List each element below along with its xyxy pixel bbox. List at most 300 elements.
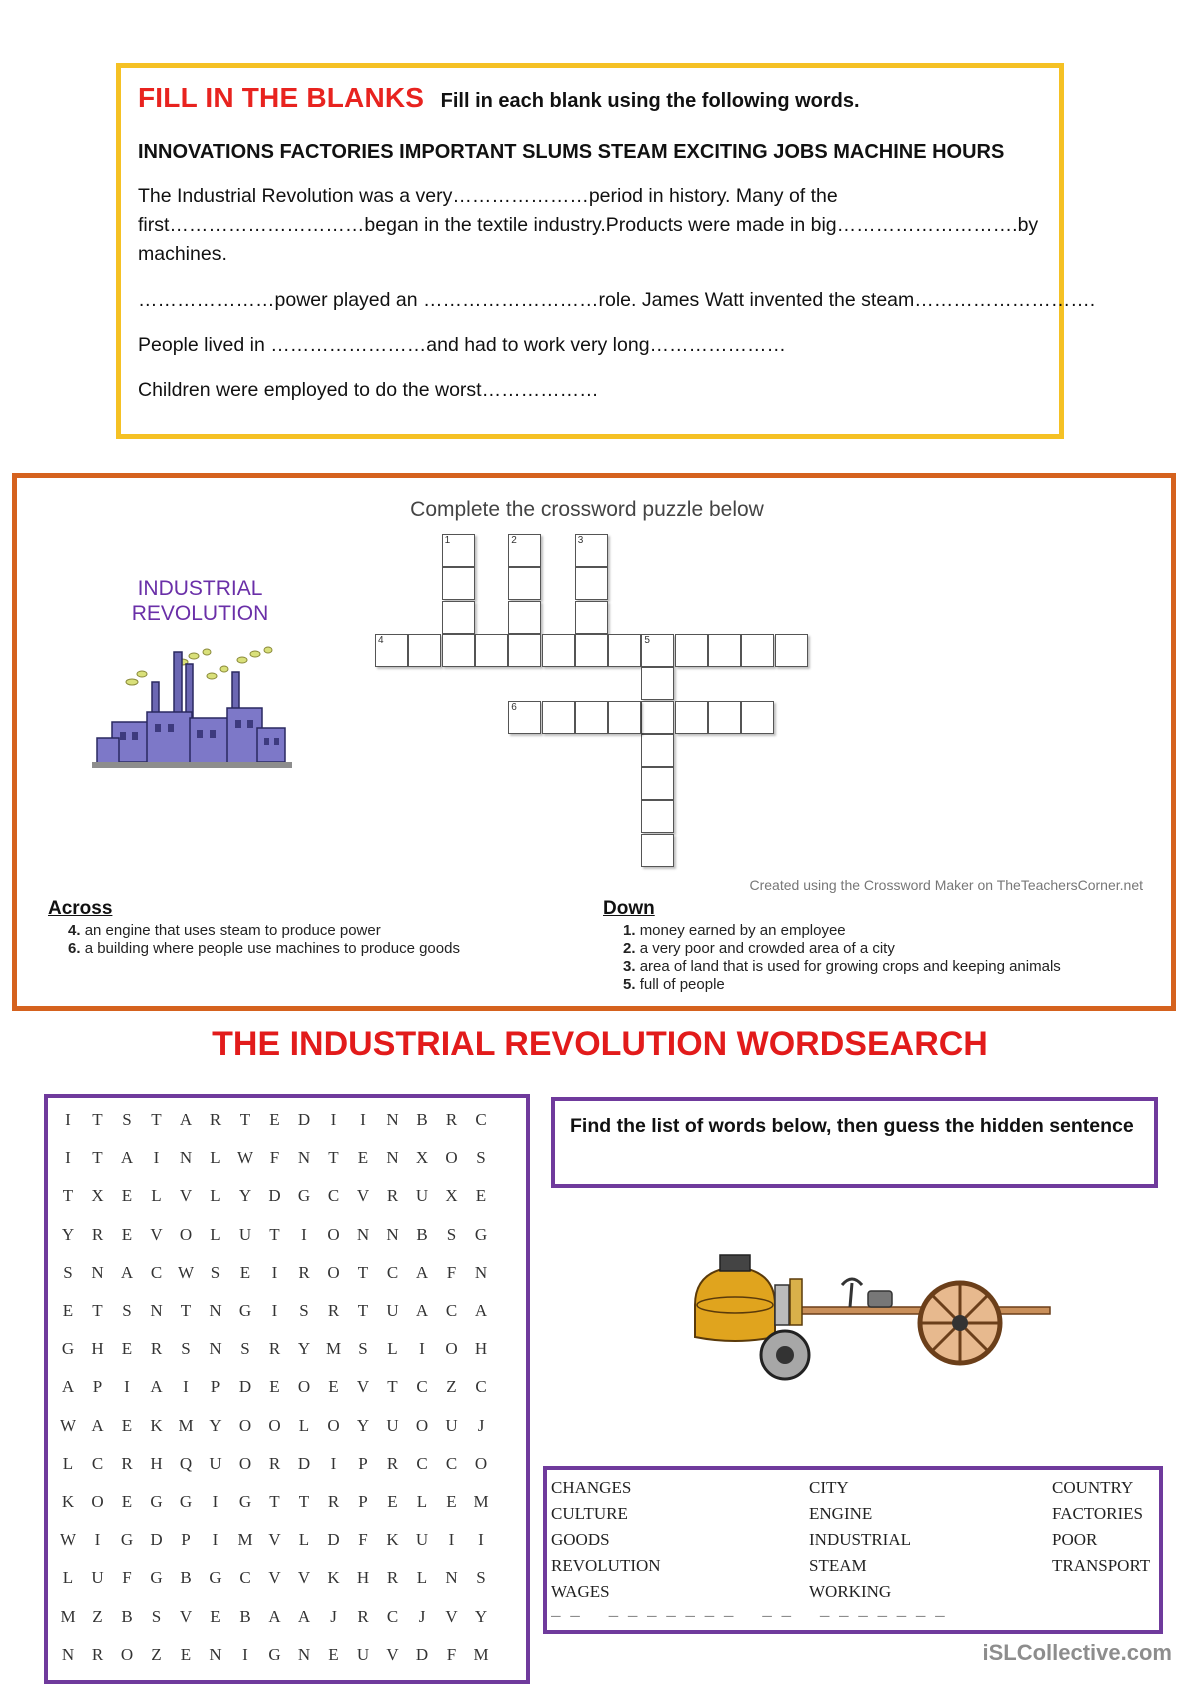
word-list-item: FACTORIES xyxy=(1052,1504,1144,1523)
crossword-cell[interactable] xyxy=(542,634,575,667)
wordsearch-letter[interactable]: O xyxy=(268,1415,281,1435)
crossword-cell[interactable] xyxy=(575,634,608,667)
wordsearch-letter[interactable]: N xyxy=(445,1568,458,1588)
wordsearch-letter[interactable]: T xyxy=(357,1262,369,1282)
wordsearch-letter[interactable]: K xyxy=(327,1568,340,1588)
wordsearch-letter[interactable]: H xyxy=(474,1339,488,1359)
wordsearch-letter[interactable]: C xyxy=(386,1606,399,1626)
wordsearch-letter[interactable]: T xyxy=(151,1110,162,1129)
wordsearch-letter[interactable]: V xyxy=(268,1530,281,1550)
wordsearch-letter[interactable]: K xyxy=(150,1415,163,1435)
wordsearch-grid xyxy=(44,1094,530,1684)
wordsearch-letter[interactable]: B xyxy=(180,1568,192,1588)
cell-number: 3 xyxy=(577,535,584,546)
wordsearch-letter[interactable]: B xyxy=(416,1224,428,1244)
wordsearch-letter[interactable]: S xyxy=(476,1568,486,1588)
wordsearch-letter[interactable]: R xyxy=(327,1492,340,1511)
wordsearch-letter[interactable]: A xyxy=(474,1301,488,1320)
wordsearch-letter[interactable]: R xyxy=(357,1606,369,1626)
wordsearch-letter[interactable]: V xyxy=(386,1644,399,1664)
wordsearch-letter[interactable]: N xyxy=(61,1644,75,1664)
wordsearch-letter[interactable]: O xyxy=(415,1415,429,1435)
wordsearch-letter[interactable]: C xyxy=(416,1453,428,1473)
wordsearch-letter[interactable]: Y xyxy=(209,1415,222,1435)
wordsearch-letter[interactable]: N xyxy=(209,1644,222,1664)
wordsearch-letter[interactable]: D xyxy=(150,1530,163,1550)
wordsearch-letter[interactable]: C xyxy=(386,1262,399,1282)
cell-number: 2 xyxy=(511,535,517,546)
crossword-cell[interactable] xyxy=(741,634,774,667)
wordsearch-letter[interactable]: L xyxy=(210,1186,221,1206)
wordsearch-letter[interactable]: R xyxy=(386,1453,399,1473)
wordsearch-letter[interactable]: T xyxy=(269,1492,280,1511)
wordsearch-letter[interactable]: O xyxy=(327,1415,340,1435)
word-list-item: CHANGES xyxy=(551,1478,632,1497)
wordsearch-letter[interactable]: G xyxy=(474,1224,488,1244)
wordsearch-letter[interactable]: G xyxy=(238,1492,252,1511)
wordsearch-letter[interactable]: G xyxy=(120,1530,134,1550)
wordsearch-letter[interactable]: N xyxy=(297,1148,311,1168)
wordsearch-letter[interactable]: R xyxy=(209,1110,222,1129)
clue-text: an engine that uses steam to produce power xyxy=(84,922,381,939)
wordsearch-letter[interactable]: A xyxy=(91,1415,104,1435)
wordsearch-letter[interactable]: L xyxy=(62,1453,74,1473)
wordsearch-letter[interactable]: F xyxy=(122,1568,132,1588)
wordsearch-letter[interactable]: W xyxy=(59,1415,77,1435)
fill-title-row xyxy=(138,82,860,114)
wordsearch-letter[interactable]: M xyxy=(60,1606,76,1626)
crossword-cell[interactable] xyxy=(641,701,674,734)
wordsearch-letter[interactable]: E xyxy=(62,1301,74,1320)
wordsearch-letter[interactable]: G xyxy=(297,1186,311,1206)
cell-number: 6 xyxy=(511,701,517,713)
wordsearch-letter[interactable]: Y xyxy=(61,1224,75,1244)
wordsearch-letter[interactable]: E xyxy=(239,1262,251,1282)
wordsearch-letter[interactable]: Z xyxy=(151,1644,162,1664)
wordsearch-letter[interactable]: W xyxy=(236,1148,254,1168)
wordsearch-letter[interactable]: E xyxy=(121,1186,133,1206)
hidden-sentence-blanks: _ _ _ _ _ _ _ _ _ _ _ _ _ _ _ _ _ _ xyxy=(551,1602,945,1620)
crossword-cell[interactable] xyxy=(641,834,674,867)
wordsearch-letter[interactable]: U xyxy=(238,1224,252,1244)
wordsearch-letter[interactable]: C xyxy=(475,1110,487,1129)
wordsearch-letter[interactable]: I xyxy=(448,1530,455,1550)
wordsearch-letter[interactable]: M xyxy=(237,1530,253,1550)
wordsearch-letter[interactable]: Y xyxy=(474,1606,488,1626)
wordsearch-letter[interactable]: Z xyxy=(446,1377,457,1397)
steam-carriage-illustration xyxy=(690,1245,1070,1385)
wordsearch-letter[interactable]: N xyxy=(179,1148,193,1168)
wordsearch-letter[interactable]: G xyxy=(150,1492,163,1511)
wordsearch-letter[interactable]: E xyxy=(121,1492,133,1511)
down-clue xyxy=(623,940,895,957)
wordsearch-letter[interactable]: G xyxy=(268,1644,281,1664)
wordsearch-letter[interactable]: F xyxy=(446,1262,457,1282)
wordsearch-letter[interactable]: R xyxy=(91,1224,104,1244)
across-heading: Across xyxy=(48,898,113,919)
wordsearch-letter[interactable]: P xyxy=(358,1492,368,1511)
wordsearch-letter[interactable]: Y xyxy=(356,1415,370,1435)
wordsearch-letter[interactable]: A xyxy=(179,1110,193,1129)
crossword-cell[interactable] xyxy=(675,634,708,667)
wordsearch-letter[interactable]: V xyxy=(179,1606,193,1626)
wordsearch-letter[interactable]: B xyxy=(239,1606,251,1626)
wordsearch-letter[interactable]: X xyxy=(445,1186,458,1206)
crossword-cell[interactable] xyxy=(641,634,674,667)
wordsearch-letter[interactable]: N xyxy=(209,1301,222,1320)
wordsearch-letter[interactable]: D xyxy=(297,1453,311,1473)
clue-number: 4. xyxy=(68,922,81,939)
crossword-cell[interactable] xyxy=(708,634,741,667)
wordsearch-letter[interactable]: R xyxy=(445,1110,458,1129)
wordsearch-letter[interactable]: N xyxy=(91,1262,104,1282)
word-list-item: CITY xyxy=(809,1478,849,1497)
wordsearch-letter[interactable]: S xyxy=(476,1148,486,1168)
wordsearch-letter[interactable]: O xyxy=(179,1224,193,1244)
clue-text: money earned by an employee xyxy=(639,922,846,939)
wordsearch-letter[interactable]: T xyxy=(180,1301,192,1320)
clue-number: 6. xyxy=(68,940,81,957)
down-clue xyxy=(623,958,1061,975)
crossword-cell[interactable] xyxy=(675,701,708,734)
crossword-cell[interactable] xyxy=(508,534,541,567)
wordsearch-letter[interactable]: N xyxy=(386,1224,399,1244)
wordsearch-letter[interactable]: V xyxy=(150,1224,163,1244)
wordsearch-letter[interactable]: D xyxy=(415,1644,429,1664)
crossword-cell[interactable] xyxy=(508,701,541,734)
wordsearch-letter[interactable]: U xyxy=(356,1644,370,1664)
wordsearch-letter[interactable]: U xyxy=(415,1530,429,1550)
clue-text: full of people xyxy=(639,976,725,993)
crossword-title: Complete the crossword puzzle below xyxy=(410,498,764,521)
wordsearch-letter[interactable]: S xyxy=(210,1262,221,1282)
wordsearch-letter[interactable]: L xyxy=(387,1339,398,1359)
crossword-cell[interactable] xyxy=(575,701,608,734)
wordsearch-letter[interactable]: N xyxy=(356,1224,370,1244)
cell-number: 5 xyxy=(644,634,650,646)
crossword-cell[interactable] xyxy=(608,701,641,734)
word-list-item: COUNTRY xyxy=(1052,1478,1134,1497)
crossword-cell[interactable] xyxy=(508,567,541,600)
wordsearch-letter[interactable]: I xyxy=(94,1530,101,1550)
wordsearch-letter[interactable]: N xyxy=(386,1110,399,1129)
wordsearch-letter[interactable]: A xyxy=(415,1262,429,1282)
word-list-item: WAGES xyxy=(551,1582,610,1601)
wordsearch-letter[interactable]: U xyxy=(91,1568,104,1588)
wordsearch-letter[interactable]: M xyxy=(325,1339,342,1359)
crossword-cell[interactable] xyxy=(575,534,608,567)
wordsearch-letter[interactable]: G xyxy=(209,1568,222,1588)
wordsearch-letter[interactable]: X xyxy=(415,1148,429,1168)
wordsearch-letter[interactable]: L xyxy=(298,1530,310,1550)
wordsearch-letter[interactable]: I xyxy=(271,1262,278,1282)
wordsearch-letter[interactable]: I xyxy=(183,1377,189,1397)
wordsearch-letter[interactable]: I xyxy=(330,1453,337,1473)
wordsearch-letter[interactable]: T xyxy=(92,1148,103,1168)
wordsearch-letter[interactable]: K xyxy=(61,1492,75,1511)
wordsearch-letter[interactable]: X xyxy=(91,1186,104,1206)
wordsearch-letter[interactable]: L xyxy=(416,1492,428,1511)
wordsearch-letter[interactable]: E xyxy=(121,1415,133,1435)
word-list-box xyxy=(543,1466,1163,1634)
wordsearch-letter[interactable]: I xyxy=(360,1110,366,1129)
wordsearch-letter[interactable]: C xyxy=(445,1301,458,1320)
crossword-cell[interactable] xyxy=(542,701,575,734)
wordsearch-letter[interactable]: F xyxy=(446,1644,457,1664)
wordsearch-letter[interactable]: O xyxy=(238,1453,252,1473)
wordsearch-letter[interactable]: W xyxy=(59,1530,77,1550)
wordsearch-letter[interactable]: N xyxy=(150,1301,163,1320)
wordsearch-letter[interactable]: S xyxy=(181,1339,191,1359)
wordsearch-letter[interactable]: G xyxy=(238,1301,252,1320)
wordsearch-letter[interactable]: V xyxy=(268,1568,281,1588)
image-label-line: REVOLUTION xyxy=(131,602,269,625)
wordsearch-letter[interactable]: B xyxy=(416,1110,428,1129)
wordsearch-letter[interactable]: R xyxy=(386,1568,399,1588)
crossword-cell[interactable] xyxy=(641,767,674,800)
wordsearch-letter[interactable]: R xyxy=(91,1644,104,1664)
crossword-cell[interactable] xyxy=(575,567,608,600)
wordsearch-letter[interactable]: V xyxy=(445,1606,458,1626)
wordsearch-letter[interactable]: C xyxy=(239,1568,251,1588)
clue-number: 2. xyxy=(623,940,636,957)
crossword-cell[interactable] xyxy=(741,701,774,734)
wordsearch-letter[interactable]: T xyxy=(269,1224,280,1244)
wordsearch-letter[interactable]: O xyxy=(120,1644,134,1664)
wordsearch-letter[interactable]: I xyxy=(212,1530,219,1550)
wordsearch-letter[interactable]: D xyxy=(327,1530,340,1550)
crossword-cell[interactable] xyxy=(442,601,475,634)
crossword-credit: Created using the Crossword Maker on TheTeachersCorner.net xyxy=(749,877,1143,893)
wordsearch-letter[interactable]: B xyxy=(121,1606,133,1626)
wordsearch-letter[interactable]: S xyxy=(358,1339,368,1359)
wordsearch-letter[interactable]: I xyxy=(419,1339,425,1359)
wordsearch-letter[interactable]: P xyxy=(210,1377,221,1397)
word-list-item: STEAM xyxy=(809,1556,867,1575)
wordsearch-letter[interactable]: E xyxy=(269,1110,280,1129)
wordsearch-letter[interactable]: T xyxy=(62,1186,74,1206)
wordsearch-letter[interactable]: G xyxy=(61,1339,75,1359)
wordsearch-letter[interactable]: Z xyxy=(92,1606,103,1626)
wordsearch-letter[interactable]: E xyxy=(328,1644,339,1664)
wordsearch-letter[interactable]: G xyxy=(150,1568,163,1588)
wordsearch-letter[interactable]: V xyxy=(356,1377,370,1397)
wordsearch-letter[interactable]: J xyxy=(330,1606,337,1626)
wordsearch-letter[interactable]: I xyxy=(301,1224,307,1244)
wordsearch-letter[interactable]: Q xyxy=(179,1453,193,1473)
wordsearch-letter[interactable]: P xyxy=(358,1453,368,1473)
wordsearch-letter[interactable]: A xyxy=(120,1148,134,1168)
wordsearch-letter[interactable]: P xyxy=(92,1377,103,1397)
wordsearch-letter[interactable]: I xyxy=(65,1148,71,1168)
wordsearch-letter[interactable]: F xyxy=(358,1530,368,1550)
wordsearch-letter[interactable]: L xyxy=(210,1224,221,1244)
wordsearch-letter[interactable]: F xyxy=(269,1148,280,1168)
wordsearch-letter[interactable]: E xyxy=(121,1224,133,1244)
wordsearch-letter[interactable]: N xyxy=(297,1644,311,1664)
wordsearch-letter[interactable]: O xyxy=(91,1492,104,1511)
wordsearch-letter[interactable]: C xyxy=(416,1377,428,1397)
wordsearch-letter[interactable]: U xyxy=(209,1453,222,1473)
crossword-cell[interactable] xyxy=(508,601,541,634)
crossword-cell[interactable] xyxy=(641,800,674,833)
wordsearch-letter[interactable]: S xyxy=(122,1110,132,1129)
wordsearch-letter[interactable]: E xyxy=(357,1148,369,1168)
wordsearch-letter[interactable]: E xyxy=(387,1492,398,1511)
wordsearch-letter[interactable]: H xyxy=(356,1568,370,1588)
crossword-cell[interactable] xyxy=(641,734,674,767)
wordsearch-heading: THE INDUSTRIAL REVOLUTION WORDSEARCH xyxy=(212,1025,988,1063)
crossword-cell[interactable] xyxy=(408,634,441,667)
wordsearch-letter[interactable]: H xyxy=(150,1453,163,1473)
wordsearch-letter[interactable]: O xyxy=(327,1224,340,1244)
wordsearch-letter[interactable]: G xyxy=(179,1492,193,1511)
wordsearch-letter[interactable]: U xyxy=(386,1301,399,1320)
wordsearch-letter[interactable]: R xyxy=(268,1339,281,1359)
wordsearch-letter[interactable]: C xyxy=(150,1262,163,1282)
wordsearch-letter[interactable]: R xyxy=(327,1301,340,1320)
wordsearch-letter[interactable]: I xyxy=(153,1148,160,1168)
fill-paragraph: …………………power played an ………………………role. James Watt invented the steam………………………. xyxy=(138,289,1096,311)
wordsearch-letter[interactable]: D xyxy=(268,1186,281,1206)
wordsearch-letter[interactable]: A xyxy=(297,1606,311,1626)
wordsearch-letter[interactable]: I xyxy=(271,1301,278,1320)
crossword-cell[interactable] xyxy=(375,634,408,667)
wordsearch-letter[interactable]: Y xyxy=(297,1339,311,1359)
wordsearch-letter[interactable]: E xyxy=(446,1492,457,1511)
down-clue xyxy=(623,976,725,993)
wordsearch-letter[interactable]: S xyxy=(446,1224,457,1244)
wordsearch-letter[interactable]: M xyxy=(473,1492,489,1511)
wordsearch-letter[interactable]: R xyxy=(150,1339,163,1359)
wordsearch-letter[interactable]: A xyxy=(268,1606,281,1626)
wordsearch-letter[interactable]: L xyxy=(416,1568,428,1588)
wordsearch-letter[interactable]: E xyxy=(121,1339,133,1359)
wordsearch-letter[interactable]: I xyxy=(242,1644,248,1664)
wordsearch-letter[interactable]: N xyxy=(474,1262,488,1282)
wordsearch-letter[interactable]: R xyxy=(121,1453,133,1473)
wordsearch-letter[interactable]: U xyxy=(415,1186,429,1206)
wordsearch-letter[interactable]: U xyxy=(386,1415,399,1435)
wordsearch-letter[interactable]: I xyxy=(330,1110,337,1129)
wordsearch-letter[interactable]: C xyxy=(445,1453,458,1473)
wordsearch-letter[interactable]: C xyxy=(475,1377,487,1397)
wordsearch-letter[interactable]: H xyxy=(91,1339,104,1359)
wordsearch-letter[interactable]: R xyxy=(268,1453,281,1473)
wordsearch-letter[interactable]: I xyxy=(212,1492,219,1511)
word-list-item: WORKING xyxy=(809,1582,892,1601)
crossword-cell[interactable] xyxy=(442,534,475,567)
crossword-cell[interactable] xyxy=(575,601,608,634)
wordsearch-letter[interactable]: P xyxy=(181,1530,191,1550)
wordsearch-letter[interactable]: V xyxy=(356,1186,370,1206)
crossword-cell[interactable] xyxy=(608,634,641,667)
wordsearch-letter[interactable]: M xyxy=(178,1415,194,1435)
watermark: iSLCollective.com xyxy=(982,1640,1172,1665)
fill-in-the-blanks-box xyxy=(116,63,1096,439)
wordsearch-letter[interactable]: O xyxy=(445,1339,458,1359)
wordsearch-letter[interactable]: T xyxy=(387,1377,398,1397)
wordsearch-letter[interactable]: O xyxy=(297,1377,311,1397)
wordsearch-letter[interactable]: R xyxy=(386,1186,399,1206)
wordsearch-letter[interactable]: O xyxy=(327,1262,340,1282)
wordsearch-letter[interactable]: O xyxy=(238,1415,252,1435)
wordsearch-letter[interactable]: S xyxy=(122,1301,132,1320)
word-list-item: ENGINE xyxy=(809,1504,873,1523)
wordsearch-instruction: Find the list of words below, then guess the hidden sentence xyxy=(570,1115,1134,1137)
wordsearch-letter[interactable]: E xyxy=(269,1377,280,1397)
wordsearch-letter[interactable]: J xyxy=(418,1606,426,1626)
wordsearch-letter[interactable]: W xyxy=(177,1262,195,1282)
word-list-item: TRANSPORT xyxy=(1052,1556,1151,1575)
crossword-cell[interactable] xyxy=(475,634,508,667)
wordsearch-letter[interactable]: T xyxy=(357,1301,369,1320)
wordsearch-letter[interactable]: M xyxy=(473,1644,489,1664)
wordsearch-letter[interactable]: A xyxy=(150,1377,163,1397)
wordsearch-letter[interactable]: T xyxy=(328,1148,339,1168)
wordsearch-letter[interactable]: N xyxy=(386,1148,399,1168)
clue-text: a building where people use machines to produce goods xyxy=(84,940,460,957)
wordsearch-letter[interactable]: N xyxy=(209,1339,222,1359)
wordsearch-letter[interactable]: K xyxy=(386,1530,399,1550)
wordsearch-letter[interactable]: I xyxy=(124,1377,130,1397)
wordsearch-letter[interactable]: T xyxy=(239,1110,251,1129)
wordsearch-letter[interactable]: C xyxy=(91,1453,104,1473)
wordsearch-letter[interactable]: D xyxy=(297,1110,311,1129)
crossword-cell[interactable] xyxy=(641,667,674,700)
wordsearch-letter[interactable]: S xyxy=(151,1606,162,1626)
wordsearch-letter[interactable]: Y xyxy=(238,1186,252,1206)
wordsearch-letter[interactable]: L xyxy=(62,1568,74,1588)
wordsearch-letter[interactable]: R xyxy=(298,1262,310,1282)
wordsearch-letter[interactable]: I xyxy=(478,1530,484,1550)
wordsearch-letter[interactable]: L xyxy=(210,1148,221,1168)
wordsearch-letter[interactable]: O xyxy=(474,1453,488,1473)
wordsearch-letter[interactable]: D xyxy=(238,1377,252,1397)
clue-text: area of land that is used for growing crops and keeping animals xyxy=(639,958,1061,975)
clue-number: 1. xyxy=(623,922,636,939)
wordsearch-letter[interactable]: A xyxy=(61,1377,75,1397)
crossword-cell[interactable] xyxy=(508,634,541,667)
image-label-line: INDUSTRIAL xyxy=(137,577,263,600)
wordsearch-letter[interactable]: L xyxy=(298,1415,310,1435)
crossword-cell[interactable] xyxy=(442,567,475,600)
wordsearch-letter[interactable]: E xyxy=(180,1644,192,1664)
wordsearch-letter[interactable]: V xyxy=(179,1186,193,1206)
wordsearch-letter[interactable]: A xyxy=(415,1301,429,1320)
wordsearch-letter[interactable]: S xyxy=(63,1262,73,1282)
crossword-cell[interactable] xyxy=(775,634,808,667)
wordsearch-letter[interactable]: O xyxy=(445,1148,458,1168)
wordsearch-letter[interactable]: T xyxy=(298,1492,310,1511)
wordsearch-letter[interactable]: U xyxy=(445,1415,458,1435)
wordsearch-letter[interactable]: E xyxy=(210,1606,221,1626)
wordsearch-letter[interactable]: E xyxy=(475,1186,487,1206)
wordsearch-letter[interactable]: T xyxy=(92,1301,103,1320)
wordsearch-letter[interactable]: V xyxy=(297,1568,311,1588)
wordsearch-letter[interactable]: S xyxy=(299,1301,309,1320)
wordsearch-letter[interactable]: S xyxy=(240,1339,250,1359)
wordsearch-letter[interactable]: J xyxy=(477,1415,485,1435)
crossword-cell[interactable] xyxy=(442,634,475,667)
wordsearch-letter[interactable]: C xyxy=(327,1186,340,1206)
crossword-cell[interactable] xyxy=(708,701,741,734)
wordsearch-letter[interactable]: I xyxy=(65,1110,71,1129)
wordsearch-letter[interactable]: L xyxy=(151,1186,162,1206)
wordsearch-letter[interactable]: T xyxy=(92,1110,103,1129)
wordsearch-letter[interactable]: E xyxy=(328,1377,339,1397)
wordsearch-letter[interactable]: A xyxy=(120,1262,134,1282)
